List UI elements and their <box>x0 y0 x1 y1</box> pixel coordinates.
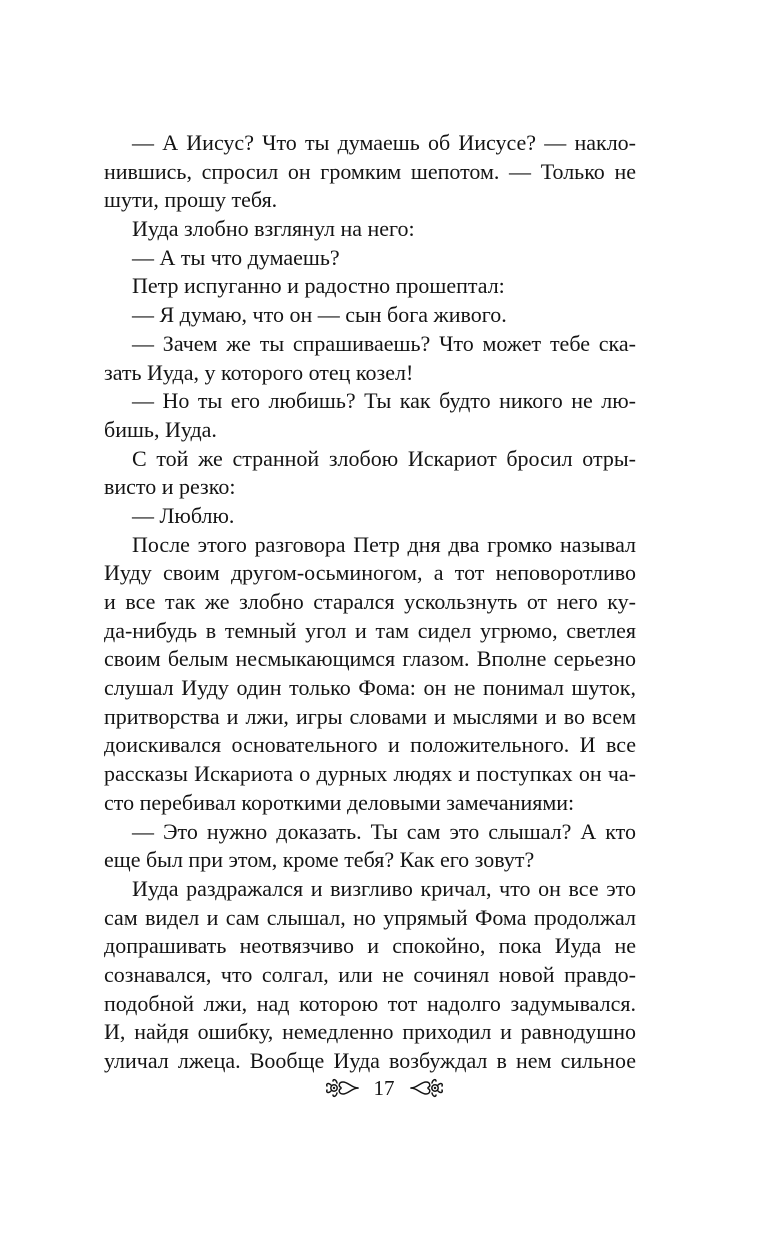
text-line: притворства и лжи, игры словами и мыслями и во всем <box>104 703 636 729</box>
text-line: сам видел и сам слышал, но упрямый Фома продолжал <box>104 904 636 930</box>
text-line: уличал лжеца. Вообще Иуда возбуждал в нем сильное <box>104 1048 636 1073</box>
text-line: слушал Иуду один только Фома: он не понимал шуток, <box>104 675 636 701</box>
text-line: да-нибудь в темный угол и там сидел угрюмо, светлея <box>104 617 636 643</box>
text-line: Иуда злобно взглянул на него: <box>132 216 415 242</box>
page-number: 17 <box>373 1076 395 1100</box>
ornament-left-icon <box>324 1076 360 1100</box>
text-line: и все так же злобно старался ускользнуть от него ку- <box>104 589 636 614</box>
text-line: подобной лжи, над которою тот надолго задумывался. <box>104 990 636 1016</box>
ornament-right-icon <box>409 1076 445 1100</box>
text-line: еще был при этом, кроме тебя? Как его зовут? <box>104 847 535 873</box>
text-line: висто и резко: <box>104 474 236 500</box>
text-line: После этого разговора Петр дня два громко называл <box>132 531 636 557</box>
text-line: бишь, Иуда. <box>104 416 217 442</box>
text-line: — А Иисус? Что ты думаешь об Иисусе? — накло- <box>132 130 636 155</box>
page-footer <box>0 1076 768 1100</box>
text-line: шути, прошу тебя. <box>104 187 278 213</box>
text-line: — Это нужно доказать. Ты сам это слышал? А кто <box>132 818 636 844</box>
text-line: И, найдя ошибку, немедленно приходил и равнодушно <box>104 1019 636 1045</box>
text-line: Иуду своим другом-осьминогом, а тот неповоротливо <box>104 560 636 586</box>
text-line: Иуда раздражался и визгливо кричал, что он все это <box>132 875 636 901</box>
text-line: сознавался, что солгал, или не сочинял новой правдо- <box>104 961 636 987</box>
text-line: — Я думаю, что он — сын бога живого. <box>132 302 507 328</box>
text-line: — Зачем же ты спрашиваешь? Что может тебе ска- <box>132 330 636 356</box>
text-line: — А ты что думаешь? <box>132 244 340 270</box>
text-line: рассказы Искариота о дурных людях и поступках он ча- <box>104 761 636 787</box>
text-line: допрашивать неотвязчиво и спокойно, пока Иуда не <box>104 933 636 959</box>
text-line: сто перебивал короткими деловыми замечаниями: <box>104 789 575 815</box>
text-line: С той же странной злобою Искариот бросил отры- <box>132 445 636 471</box>
text-line: зать Иуда, у которого отец козел! <box>104 359 414 385</box>
text-line: своим белым несмыкающимся глазом. Вполне серьезно <box>104 646 636 672</box>
text-line: Петр испуганно и радостно прошептал: <box>132 273 505 299</box>
text-line: — Люблю. <box>132 502 235 528</box>
page-body-text <box>104 129 636 1076</box>
text-line: — Но ты его любишь? Ты как будто никого не лю- <box>132 388 636 414</box>
text-line: нившись, спросил он громким шепотом. — Только не <box>104 158 636 184</box>
text-line: доискивался основательного и положительного. И все <box>104 732 636 758</box>
